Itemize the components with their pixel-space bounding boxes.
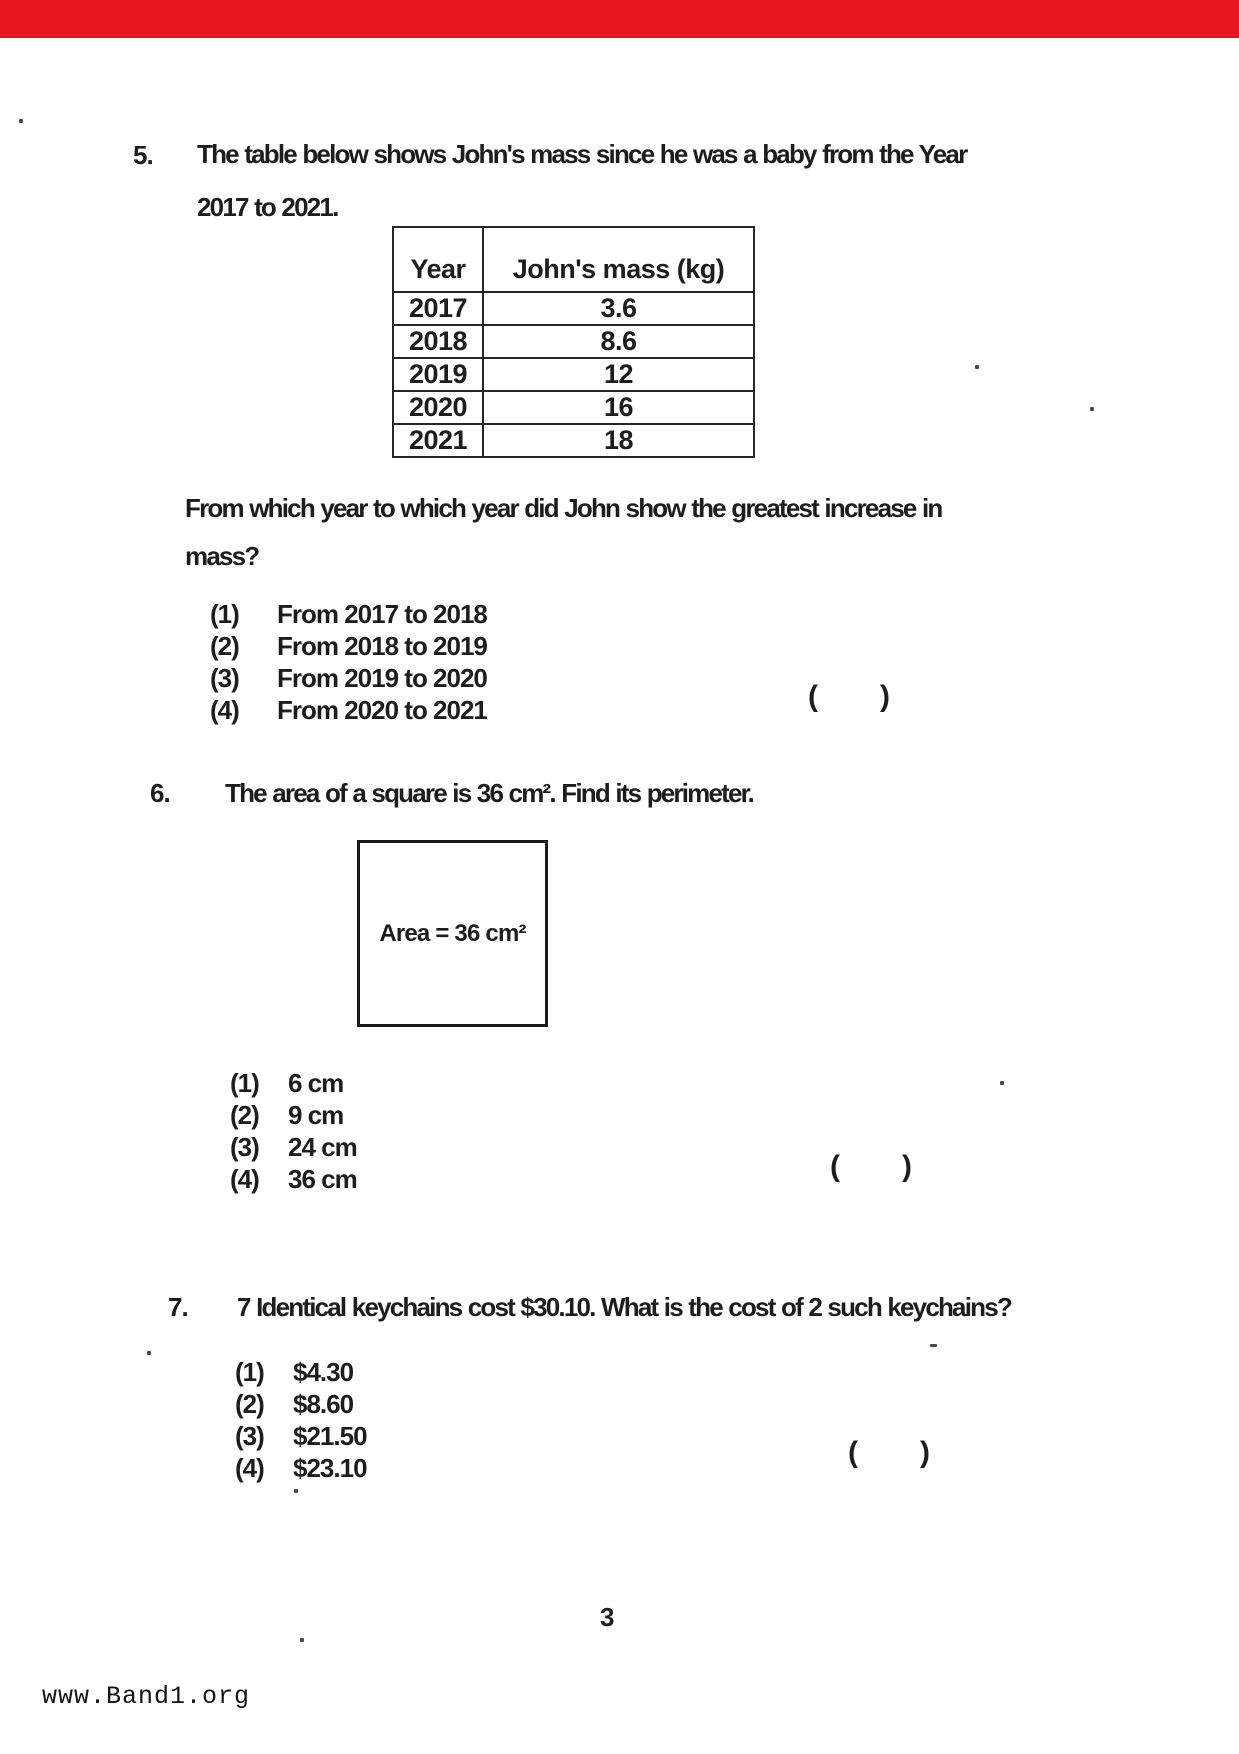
scan-speck — [1000, 1081, 1004, 1085]
square-figure — [357, 840, 548, 1027]
scan-speck — [1090, 407, 1094, 411]
option-number: (1) — [235, 1357, 264, 1387]
option-number: (1) — [210, 599, 239, 629]
table-cell-mass: 8.6 — [483, 325, 754, 358]
table-row — [393, 424, 754, 457]
table-cell-mass: 16 — [483, 391, 754, 424]
q6-option-3 — [230, 1132, 357, 1162]
scan-speck — [294, 1489, 298, 1493]
q6-option-2 — [230, 1100, 343, 1130]
mass-table-header-year: Year — [393, 227, 483, 292]
option-number: (4) — [210, 695, 239, 725]
open-paren: ( — [808, 680, 818, 713]
question-5-prompt — [197, 128, 1017, 234]
option-text: From 2018 to 2019 — [277, 631, 487, 661]
question-5-subprompt-line1: From which year to which year did John show the greatest increase in — [185, 493, 942, 523]
open-paren: ( — [830, 1150, 840, 1183]
option-number: (4) — [230, 1164, 259, 1194]
mass-table — [392, 226, 755, 458]
q5-option-1 — [210, 599, 487, 629]
q6-answer-blank — [830, 1150, 912, 1184]
q7-option-2 — [235, 1389, 353, 1419]
q5-option-2 — [210, 631, 487, 661]
square-area-label: Area = 36 cm² — [379, 919, 526, 947]
option-number: (1) — [230, 1068, 259, 1098]
page-number: 3 — [600, 1602, 615, 1632]
mass-table-header-mass: John's mass (kg) — [483, 227, 754, 292]
option-text: From 2020 to 2021 — [277, 695, 487, 725]
top-red-banner — [0, 0, 1239, 38]
q6-option-4 — [230, 1164, 357, 1194]
option-text: 9 cm — [288, 1100, 344, 1130]
mass-table-header — [393, 227, 754, 292]
q5-option-4 — [210, 695, 487, 725]
option-number: (2) — [230, 1100, 259, 1130]
question-6-number: 6. — [150, 778, 170, 808]
option-text: $23.10 — [293, 1453, 367, 1483]
question-5-subprompt-line2: mass? — [185, 541, 259, 571]
option-text: 6 cm — [288, 1068, 344, 1098]
q5-answer-blank — [808, 680, 890, 714]
option-number: (2) — [235, 1389, 264, 1419]
question-5-prompt-line2: 2017 to 2021. — [197, 192, 338, 222]
table-cell-year: 2021 — [393, 424, 483, 457]
option-number: (3) — [210, 663, 239, 693]
scan-speck — [19, 119, 23, 123]
q7-option-4 — [235, 1453, 367, 1483]
option-text: $8.60 — [293, 1389, 354, 1419]
question-5-prompt-line1: The table below shows John's mass since he was a baby from the Year — [197, 139, 967, 169]
question-5-subprompt — [185, 484, 1005, 580]
option-text: $21.50 — [293, 1421, 367, 1451]
option-number: (3) — [235, 1421, 264, 1451]
scan-speck — [975, 365, 979, 369]
option-text: $4.30 — [293, 1357, 354, 1387]
close-paren: ) — [902, 1150, 912, 1183]
footer-url: www.Band1.org — [42, 1682, 251, 1711]
mass-table-body — [393, 292, 754, 457]
question-7-number: 7. — [168, 1292, 188, 1322]
option-text: 24 cm — [288, 1132, 357, 1162]
question-6-prompt: The area of a square is 36 cm². Find its perimeter. — [225, 778, 753, 808]
option-number: (3) — [230, 1132, 259, 1162]
table-row — [393, 292, 754, 325]
option-text: 36 cm — [288, 1164, 357, 1194]
scan-speck — [930, 1344, 937, 1347]
table-cell-mass: 18 — [483, 424, 754, 457]
question-7-prompt: 7 Identical keychains cost $30.10. What is the cost of 2 such keychains? — [237, 1292, 1011, 1322]
q7-option-1 — [235, 1357, 353, 1387]
table-cell-mass: 3.6 — [483, 292, 754, 325]
table-row — [393, 325, 754, 358]
table-row — [393, 391, 754, 424]
table-row — [393, 358, 754, 391]
q5-option-3 — [210, 663, 487, 693]
option-number: (4) — [235, 1453, 264, 1483]
close-paren: ) — [880, 680, 890, 713]
q7-option-3 — [235, 1421, 367, 1451]
question-5-number: 5. — [133, 140, 153, 170]
q6-option-1 — [230, 1068, 343, 1098]
table-cell-year: 2019 — [393, 358, 483, 391]
table-cell-year: 2020 — [393, 391, 483, 424]
scan-speck — [147, 1351, 151, 1355]
open-paren: ( — [848, 1436, 858, 1469]
table-cell-mass: 12 — [483, 358, 754, 391]
mass-table-header-row — [393, 227, 754, 292]
table-cell-year: 2017 — [393, 292, 483, 325]
q7-answer-blank — [848, 1436, 930, 1470]
option-text: From 2019 to 2020 — [277, 663, 487, 693]
option-number: (2) — [210, 631, 239, 661]
option-text: From 2017 to 2018 — [277, 599, 487, 629]
scan-speck — [300, 1638, 304, 1642]
close-paren: ) — [920, 1436, 930, 1469]
table-cell-year: 2018 — [393, 325, 483, 358]
